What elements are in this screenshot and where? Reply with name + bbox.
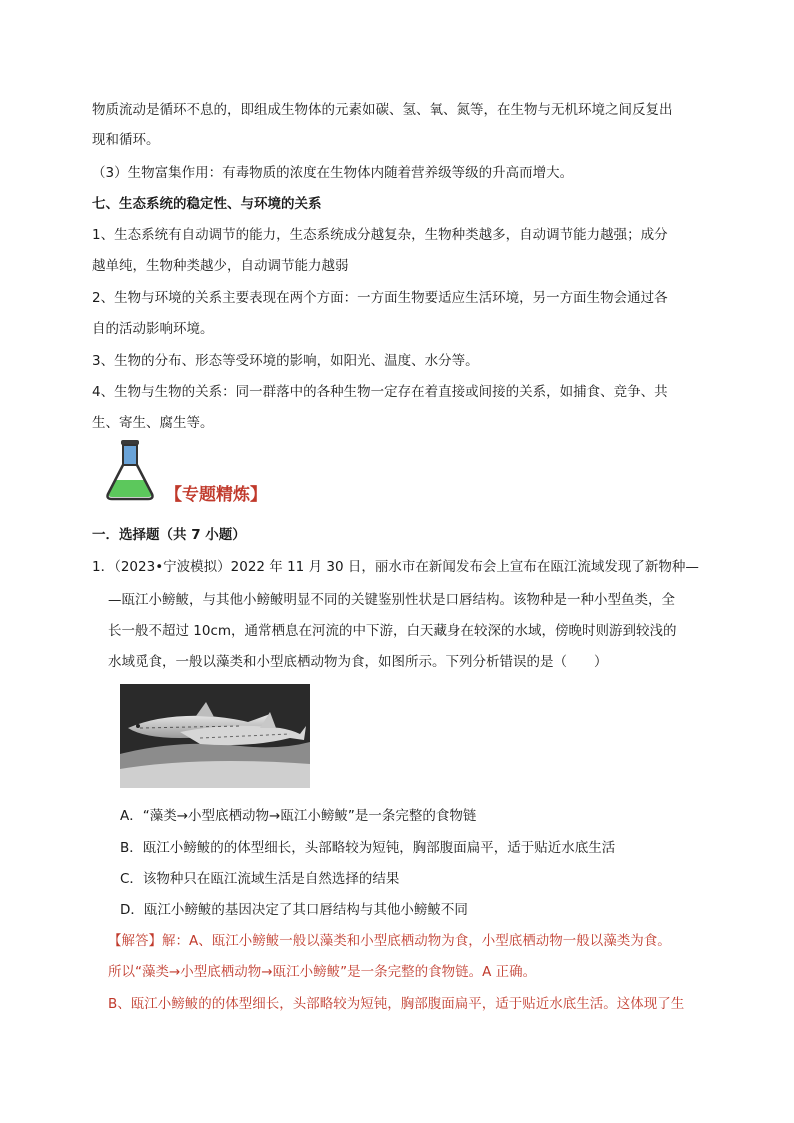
point-2-line-1: 2、生物与环境的关系主要表现在两个方面：一方面生物要适应生活环境，另一方面生物会通过各 <box>92 290 668 306</box>
flask-icon <box>100 438 160 502</box>
point-4-line-2: 生、寄生、腐生等。 <box>92 415 214 431</box>
section-title: 【专题精炼】 <box>165 485 267 505</box>
option-c: C．该物种只在瓯江流域生活是自然选择的结果 <box>120 871 400 887</box>
option-d: D．瓯江小鳑鲏的基因决定了其口唇结构与其他小鳑鲏不同 <box>120 902 468 918</box>
option-b: B．瓯江小鳑鲏的的体型细长，头部略较为短钝，胸部腹面扁平，适于贴近水底生活 <box>120 840 616 856</box>
point-4-line-1: 4、生物与生物的关系：同一群落中的各种生物一定存在着直接或间接的关系，如捕食、竞争、共 <box>92 384 668 400</box>
point-3: 3、生物的分布、形态等受环境的影响，如阳光、温度、水分等。 <box>92 353 479 369</box>
question-1-line-1: 1．（2023•宁波模拟）2022 年 11 月 30 日，丽水市在新闻发布会上宣布在瓯江流域发现了新物种— <box>92 559 699 575</box>
intro-line-1: 物质流动是循环不息的，即组成生物体的元素如碳、氢、氧、氮等，在生物与无机环境之间反复出 <box>92 102 673 118</box>
question-1-line-2: —瓯江小鳑鲏，与其他小鳑鲏明显不同的关键鉴别性状是口唇结构。该物种是一种小型鱼类，全 <box>108 592 675 608</box>
intro-line-2: 现和循环。 <box>92 132 160 148</box>
answer-line-2: 所以“藻类→小型底栖动物→瓯江小鳑鲏”是一条完整的食物链。A 正确。 <box>108 964 537 980</box>
choice-heading: 一．选择题（共 7 小题） <box>92 527 246 543</box>
option-a: A．“藻类→小型底栖动物→瓯江小鳑鲏”是一条完整的食物链 <box>120 808 477 824</box>
point-1-line-1: 1、生态系统有自动调节的能力，生态系统成分越复杂，生物种类越多，自动调节能力越强；成分 <box>92 227 668 243</box>
question-1-line-4: 水域觅食，一般以藻类和小型底栖动物为食，如图所示。下列分析错误的是（ ） <box>108 654 608 670</box>
heading-7: 七、生态系统的稳定性、与环境的关系 <box>92 196 322 212</box>
point-1-line-2: 越单纯，生物种类越少，自动调节能力越弱 <box>92 258 349 274</box>
question-1-line-3: 长一般不超过 10cm，通常栖息在河流的中下游，白天藏身在较深的水域，傍晚时则游到较浅的 <box>108 623 677 639</box>
answer-line-3: B、瓯江小鳑鲏的的体型细长，头部略较为短钝，胸部腹面扁平，适于贴近水底生活。这体现了生 <box>108 996 685 1012</box>
answer-line-1: 【解答】解：A、瓯江小鳑鲏一般以藻类和小型底栖动物为食，小型底栖动物一般以藻类为食。 <box>108 933 671 949</box>
point-2-line-2: 自的活动影响环境。 <box>92 321 214 337</box>
item-3: （3）生物富集作用：有毒物质的浓度在生物体内随着营养级等级的升高而增大。 <box>92 165 574 181</box>
fish-photo <box>120 684 310 788</box>
